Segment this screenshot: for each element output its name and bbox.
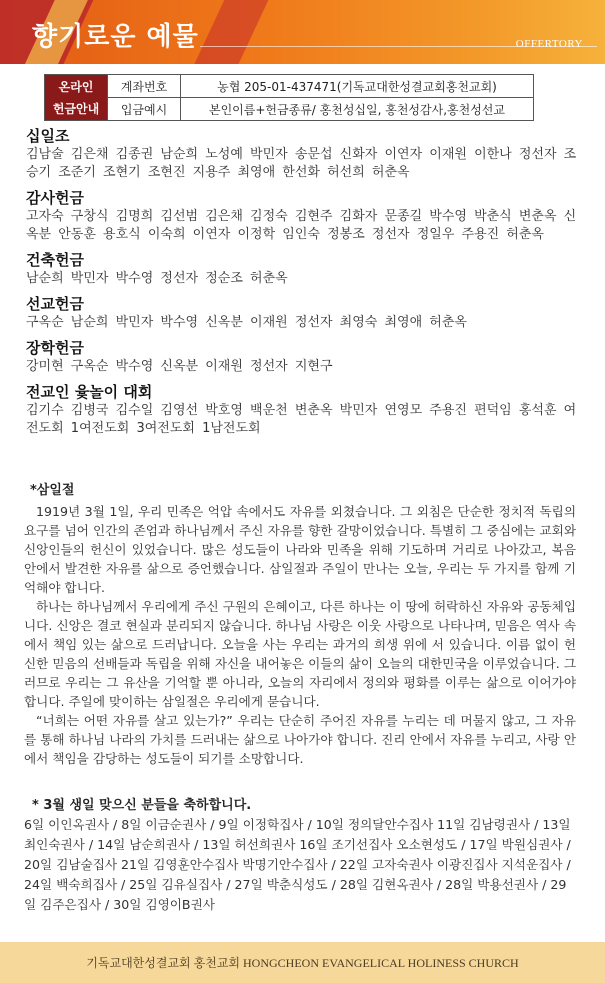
page-title: 향기로운 예물: [32, 22, 199, 52]
section-names: 김기수 김병국 김수일 김영선 박호영 백운천 변춘옥 박민자 연영모 주용진 편덕임 홍석훈 여전도회 1여전도회 3여전도회 1남전도회: [26, 403, 577, 436]
online-offering-label: [45, 75, 108, 121]
offering-section: [26, 382, 581, 438]
section-names: 남순희 박민자 박수영 정선자 정순조 허춘옥: [26, 271, 288, 286]
section-names: 고자숙 구창식 김명희 김선범 김은채 김정숙 김현주 김화자 문종길 박수영 박춘식 변춘옥 신옥분 안동훈 용호식 이숙희 이연자 이정학 임인숙 정봉조 정선자 정일우 주용진 허춘옥: [26, 209, 577, 242]
account-number-key: 계좌번호: [108, 75, 181, 98]
commemoration-title: *삼일절: [30, 483, 75, 498]
section-title: 선교헌금: [26, 295, 84, 313]
section-names: 강미현 구옥순 박수영 신옥분 이재원 정선자 지현구: [26, 359, 333, 374]
offering-section: [26, 126, 581, 182]
commemoration-article: [24, 482, 576, 768]
birthday-section: [24, 797, 576, 915]
commemoration-paragraph: 하나는 하나님께서 우리에게 주신 구원의 은혜이고, 다른 하나는 이 땅에 허락하신 자유와 공동체입니다. 신앙은 결코 현실과 분리되지 않습니다. 하나님 사랑은 이웃 사랑으로 나타나며, 믿음은 역사 속에서 책임 있는 삶으로 드러납니다. 오늘을 사는 우리는 과거의 희생 위에 서 있습니다. 이름 없이 헌신한 믿음의 선배들과 독립을 위해 자신을 내어놓은 이들의 삶이 오늘의 대한민국을 이루었습니다. 그러므로 우리는 그 유산을 기억할 뿐 아니라, 오늘의 자리에서 정의와 평화를 이루는 삶으로 이어가야 합니다. 주일에 맞이하는 삼일절은 우리에게 묻습니다.: [24, 599, 576, 709]
section-names: 김남술 김은채 김종권 남순희 노성예 박민자 송문섭 신화자 이연자 이재원 이한나 정선자 조승기 조준기 조현기 조현진 지용주 최영애 한선화 허선희 허춘옥: [26, 147, 577, 180]
offering-section: [26, 338, 581, 376]
offering-sections: [26, 126, 581, 444]
deposit-example-key: 입금예시: [108, 98, 181, 121]
section-title: 십일조: [26, 127, 70, 145]
section-title: 전교인 윷놀이 대회: [26, 383, 153, 401]
page-subtitle: OFFERTORY: [515, 38, 583, 50]
deposit-example-value: 본인이름+헌금종류/ 홍천성십일, 홍천성감사,홍천성선교: [181, 98, 534, 121]
section-names: 구옥순 남순희 박민자 박수영 신옥분 이재원 정선자 최영숙 최영애 허춘옥: [26, 315, 467, 330]
page-footer: [0, 942, 605, 983]
offering-section: [26, 294, 581, 332]
birthday-list: 6일 이인옥권사 / 8일 이금순권사 / 9일 이정학집사 / 10일 정의달안수집사 11일 김남령권사 / 13일 최인숙권사 / 14일 남순희권사 / 13일 허선희권사 16일 조기선집사 오소현성도 / 17일 박원심권사 / 20일 김남술집사 21일 김영훈안수집사 박명기안수집사 / 22일 고자숙권사 이광진집사 지석운집사 / 24일 백숙희집사 / 25일 김유실집사 / 27일 박춘식성도 / 28일 김현옥권사 / 28일 박용선권사 / 29일 김주은집사 / 30일 김영이B권사: [24, 817, 571, 912]
section-title: 감사헌금: [26, 189, 84, 207]
page-header: [0, 0, 605, 64]
commemoration-paragraph: “너희는 어떤 자유를 살고 있는가?” 우리는 단순히 주어진 자유를 누리는 데 머물지 않고, 그 자유를 통해 하나님 나라의 가치를 드러내는 삶으로 나아가야 합니다. 진리 안에서 자유를 누리고, 사랑 안에서 책임을 감당하는 성도들이 되기를 소망합니다.: [24, 713, 576, 766]
account-number-value: 농협 205-01-437471(기독교대한성결교회홍천교회): [181, 75, 534, 98]
online-offering-info-table: [44, 74, 534, 121]
offering-section: [26, 250, 581, 288]
birthday-title: * 3월 생일 맞으신 분들을 축하합니다.: [32, 798, 252, 813]
footer-text: 기독교대한성결교회 홍천교회 HONGCHEON EVANGELICAL HOLINESS CHURCH: [86, 956, 519, 970]
commemoration-paragraph: 1919년 3월 1일, 우리 민족은 억압 속에서도 자유를 외쳤습니다. 그 외침은 단순한 정치적 독립의 요구를 넘어 인간의 존엄과 하나님께서 주신 자유를 향한 갈망이었습니다. 특별히 그 중심에는 교회와 신앙인들의 헌신이 있었습니다. 많은 성도들이 나라와 민족을 위해 기도하며 거리로 나아갔고, 복음 안에서 발견한 자유를 삶으로 증언했습니다. 삼일절과 주일이 만나는 오늘, 우리는 두 가지를 함께 기억해야 합니다.: [24, 504, 576, 595]
section-title: 장학헌금: [26, 339, 84, 357]
online-offering-label-text: 온라인 헌금안내: [52, 79, 100, 116]
offering-section: [26, 188, 581, 244]
section-title: 건축헌금: [26, 251, 84, 269]
